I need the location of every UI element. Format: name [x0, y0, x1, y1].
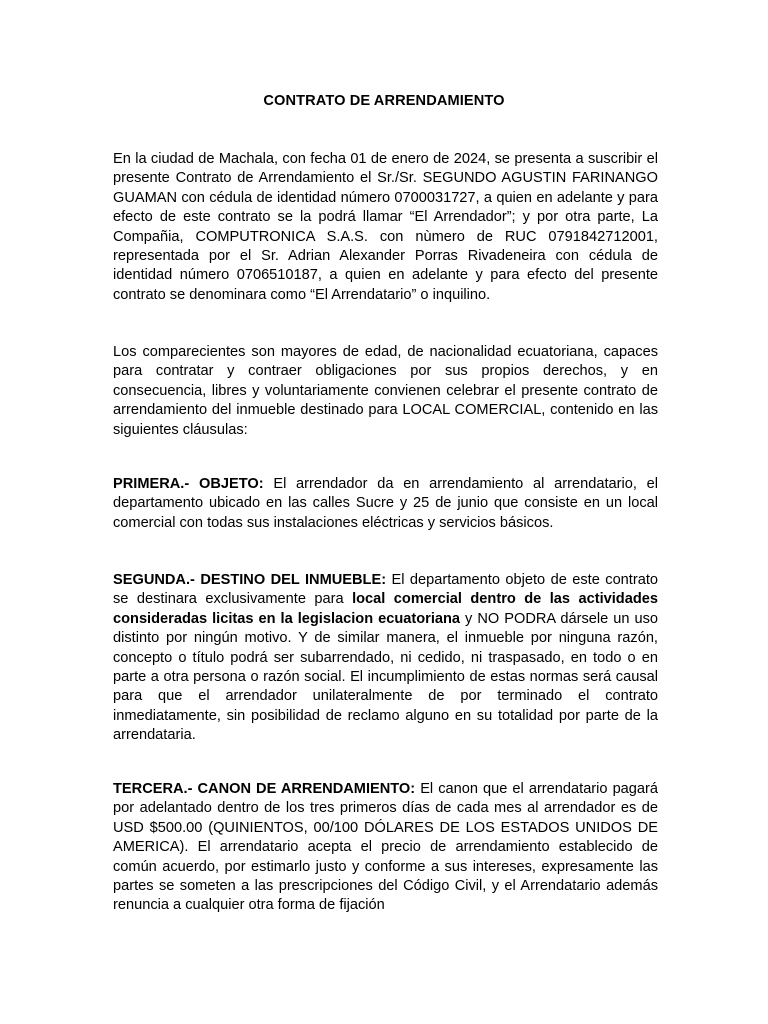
clause-segunda	[113, 571, 658, 746]
clause-primera	[113, 475, 658, 533]
comparecientes-paragraph: Los comparecientes son mayores de edad, de nacionalidad ecuatoriana, capaces para contratar y contraer obligaciones por sus propios derechos, y en consecuencia, libres y voluntariamente convienen celebrar el presente contrato de arrendamiento del inmueble destinado para LOCAL COMERCIAL, contenido en las siguientes cláusulas:	[113, 344, 658, 438]
document-title: CONTRATO DE ARRENDAMIENTO	[263, 93, 505, 109]
clause-tercera-text: El canon que el arrendatario pagará por adelantado dentro de los tres primeros días de cada mes al arrendador es de USD $500.00 (QUINIENTOS, 00/100 DÓLARES DE LOS ESTADOS UNIDOS DE AMERICA). El arrendatario acepta el precio de arrendamiento establecido de común acuerdo, por estimarlo justo y conforme a sus intereses, expresamente las partes se someten a las prescripciones del Código Civil, y el Arrendatario además renuncia a cualquier otra forma de fijación	[113, 781, 659, 914]
intro-paragraph: En la ciudad de Machala, con fecha 01 de enero de 2024, se presenta a suscribir el presente Contrato de Arrendamiento el Sr./Sr. SEGUNDO AGUSTIN FARINANGO GUAMAN con cédula de identidad número 0700031727, a quien en adelante y para efecto de este contrato se la podrá llamar “El Arrendador”; y por otra parte, La Compañia, COMPUTRONICA S.A.S. con nùmero de RUC 0791842712001, representada por el Sr. Adrian Alexander Porras Rivadeneira con cédula de identidad número 0706510187, a quien en adelante y para efecto del presente contrato se denominara como “El Arrendatario” o inquilino.	[113, 151, 658, 303]
clause-primera-heading: PRIMERA.- OBJETO:	[113, 476, 264, 492]
clause-segunda-text-before: El departamento objeto de este contrato se destinara exclusivamente para	[113, 572, 659, 608]
clause-tercera	[113, 780, 658, 916]
clause-tercera-heading: TERCERA.- CANON DE ARRENDAMIENTO:	[113, 781, 416, 797]
clause-primera-text: El arrendador da en arrendamiento al arrendatario, el departamento ubicado en las calles Sucre y 25 de junio que consiste en un local comercial con todas sus instalaciones eléctricas y servicios básicos.	[113, 476, 659, 531]
clause-segunda-text-bold: local comercial dentro de las actividades consideradas licitas en la legislacion ecuatoriana	[113, 591, 658, 627]
clause-segunda-heading: SEGUNDA.- DESTINO DEL INMUEBLE:	[113, 572, 387, 588]
clause-segunda-text-after: y NO PODRA dársele un uso distinto por ningún motivo. Y de similar manera, el inmueble por ninguna razón, concepto o título podrá ser subarrendado, ni cedido, ni traspasado, en todo o en parte a otra persona o razón social. El incumplimiento de estas normas será causal para que el arrendador unilateralmente de por terminado el contrato inmediatamente, sin posibilidad de reclamo alguno en su totalidad por parte de la arrendataria.	[113, 610, 658, 744]
